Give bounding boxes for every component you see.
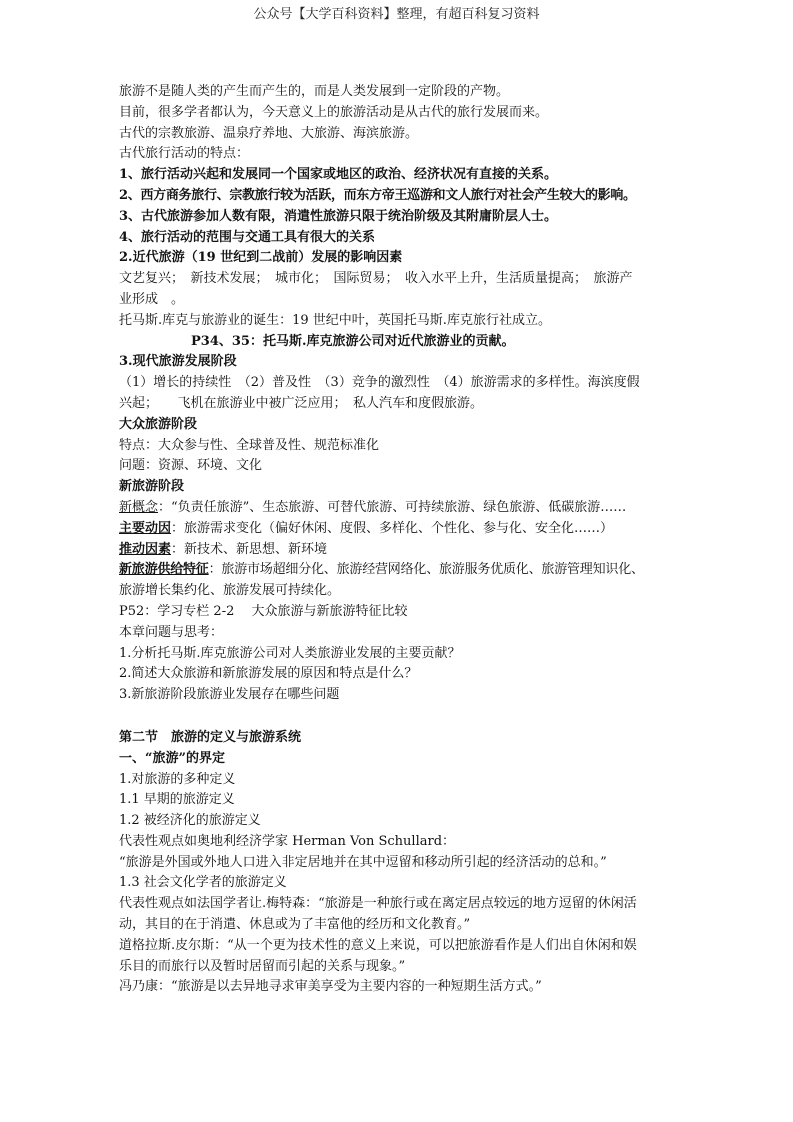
questions-heading: 本章问题与思考： (119, 624, 224, 640)
paragraph: 1.对旅游的多种定义 (119, 771, 236, 787)
paragraph: 1.2 被经济化的旅游定义 (119, 813, 261, 829)
subsection-heading: 大众旅游阶段 (119, 416, 198, 432)
question-item: 1.分析托马斯.库克旅游公司对人类旅游业发展的主要贡献？ (119, 645, 461, 661)
definition-line (119, 498, 681, 519)
page-header: 公众号【大学百科资料】整理，有超百科复习资料 (253, 7, 540, 22)
page-reference: P34、35：托马斯.库克旅游公司对近代旅游业的贡献。 (191, 333, 515, 349)
paragraph: 托马斯.库克与旅游业的诞生：19 世纪中叶，英国托马斯.库克旅行社成立。 (119, 312, 551, 328)
paragraph: 目前，很多学者都认为，今天意义上的旅游活动是从古代的旅行发展而来。 (119, 104, 549, 120)
quote: 乐目的而旅行以及暂时居留而引起的关系与现象。” (119, 958, 406, 974)
chapter-section-title: 第二节 旅游的定义与旅游系统 (119, 729, 302, 745)
paragraph: 兴起； 飞机在旅游业中被广泛应用； 私人汽车和度假旅游。 (119, 395, 484, 411)
term-text: ：“负责任旅游”、生态旅游、可替代旅游、可持续旅游、绿色旅游、低碳旅游…… (158, 499, 627, 515)
definition-line (119, 540, 681, 561)
paragraph: 特点：大众参与性、全球普及性、规范标准化 (119, 437, 380, 453)
page-reference: P52：学习专栏 2-2 大众旅游与新旅游特征比较 (119, 603, 408, 619)
section-heading: 2.近代旅游（19 世纪到二战前）发展的影响因素 (119, 250, 403, 266)
definition-line (119, 519, 681, 540)
paragraph: 1.3 社会文化学者的旅游定义 (119, 875, 287, 891)
spacer (119, 706, 681, 728)
feature-item: 4、旅行活动的范围与交通工具有很大的关系 (119, 229, 376, 245)
question-item: 3.新旅游阶段旅游业发展存在哪些问题 (119, 687, 340, 703)
paragraph: 代表性观点如奥地利经济学家 Herman Von Schullard： (119, 833, 456, 849)
term-label: 主要动因 (119, 520, 172, 536)
paragraph: 业形成 。 (119, 291, 185, 307)
definition-line (119, 560, 681, 581)
document-body (119, 82, 681, 998)
paragraph: 古代旅行活动的特点： (119, 146, 250, 162)
term-label: 新概念 (119, 499, 159, 515)
paragraph: 文艺复兴； 新技术发展； 城市化； 国际贸易； 收入水平上升，生活质量提高； 旅游产 (119, 271, 633, 287)
section-heading: 3.现代旅游发展阶段 (119, 354, 237, 370)
term-text: ：旅游市场超细分化、旅游经营网络化、旅游服务优质化、旅游管理知识化、 (208, 562, 644, 578)
term-label: 新旅游供给特征 (119, 562, 209, 578)
feature-item: 3、古代旅游参加人数有限，消遣性旅游只限于统治阶级及其附庸阶层人士。 (119, 208, 558, 224)
paragraph: 问题：资源、环境、文化 (119, 458, 263, 474)
paragraph: （1）增长的持续性 （2）普及性 （3）竞争的激烈性 （4）旅游需求的多样性。海滨度假 (119, 375, 640, 391)
quote: “旅游是外国或外地人口进入非定居地并在其中逗留和移动所引起的经济活动的总和。” (119, 854, 607, 870)
paragraph: 1.1 早期的旅游定义 (119, 792, 235, 808)
subsection-heading: 新旅游阶段 (119, 479, 185, 495)
quote: 动，其目的在于消遣、休息或为了丰富他的经历和文化教育。” (119, 917, 471, 933)
question-item: 2.简述大众旅游和新旅游发展的原因和特点是什么？ (119, 666, 418, 682)
term-text: ：旅游需求变化（偏好休闲、度假、多样化、个性化、参与化、安全化……） (171, 520, 614, 536)
quote: 道格拉斯.皮尔斯：“从一个更为技术性的意义上来说，可以把旅游看作是人们出自休闲和娱 (119, 937, 637, 953)
feature-item: 2、西方商务旅行、宗教旅行较为活跃，而东方帝王巡游和文人旅行对社会产生较大的影响。 (119, 187, 636, 203)
paragraph: 旅游增长集约化、旅游发展可持续化。 (119, 583, 341, 599)
paragraph: 古代的宗教旅游、温泉疗养地、大旅游、海滨旅游。 (119, 125, 419, 141)
term-text: ：新技术、新思想、新环境 (171, 541, 328, 557)
quote: 代表性观点如法国学者让.梅特森：“旅游是一种旅行或在离定居点较远的地方逗留的休闲活 (119, 896, 637, 912)
feature-item: 1、旅行活动兴起和发展同一个国家或地区的政治、经济状况有直接的关系。 (119, 167, 558, 183)
quote: 冯乃康：“旅游是以去异地寻求审美享受为主要内容的一种短期生活方式。” (119, 979, 542, 995)
paragraph: 旅游不是随人类的产生而产生的，而是人类发展到一定阶段的产物。 (119, 84, 510, 99)
term-label: 推动因素 (119, 541, 172, 557)
section-heading: 一、“旅游”的界定 (119, 750, 225, 766)
